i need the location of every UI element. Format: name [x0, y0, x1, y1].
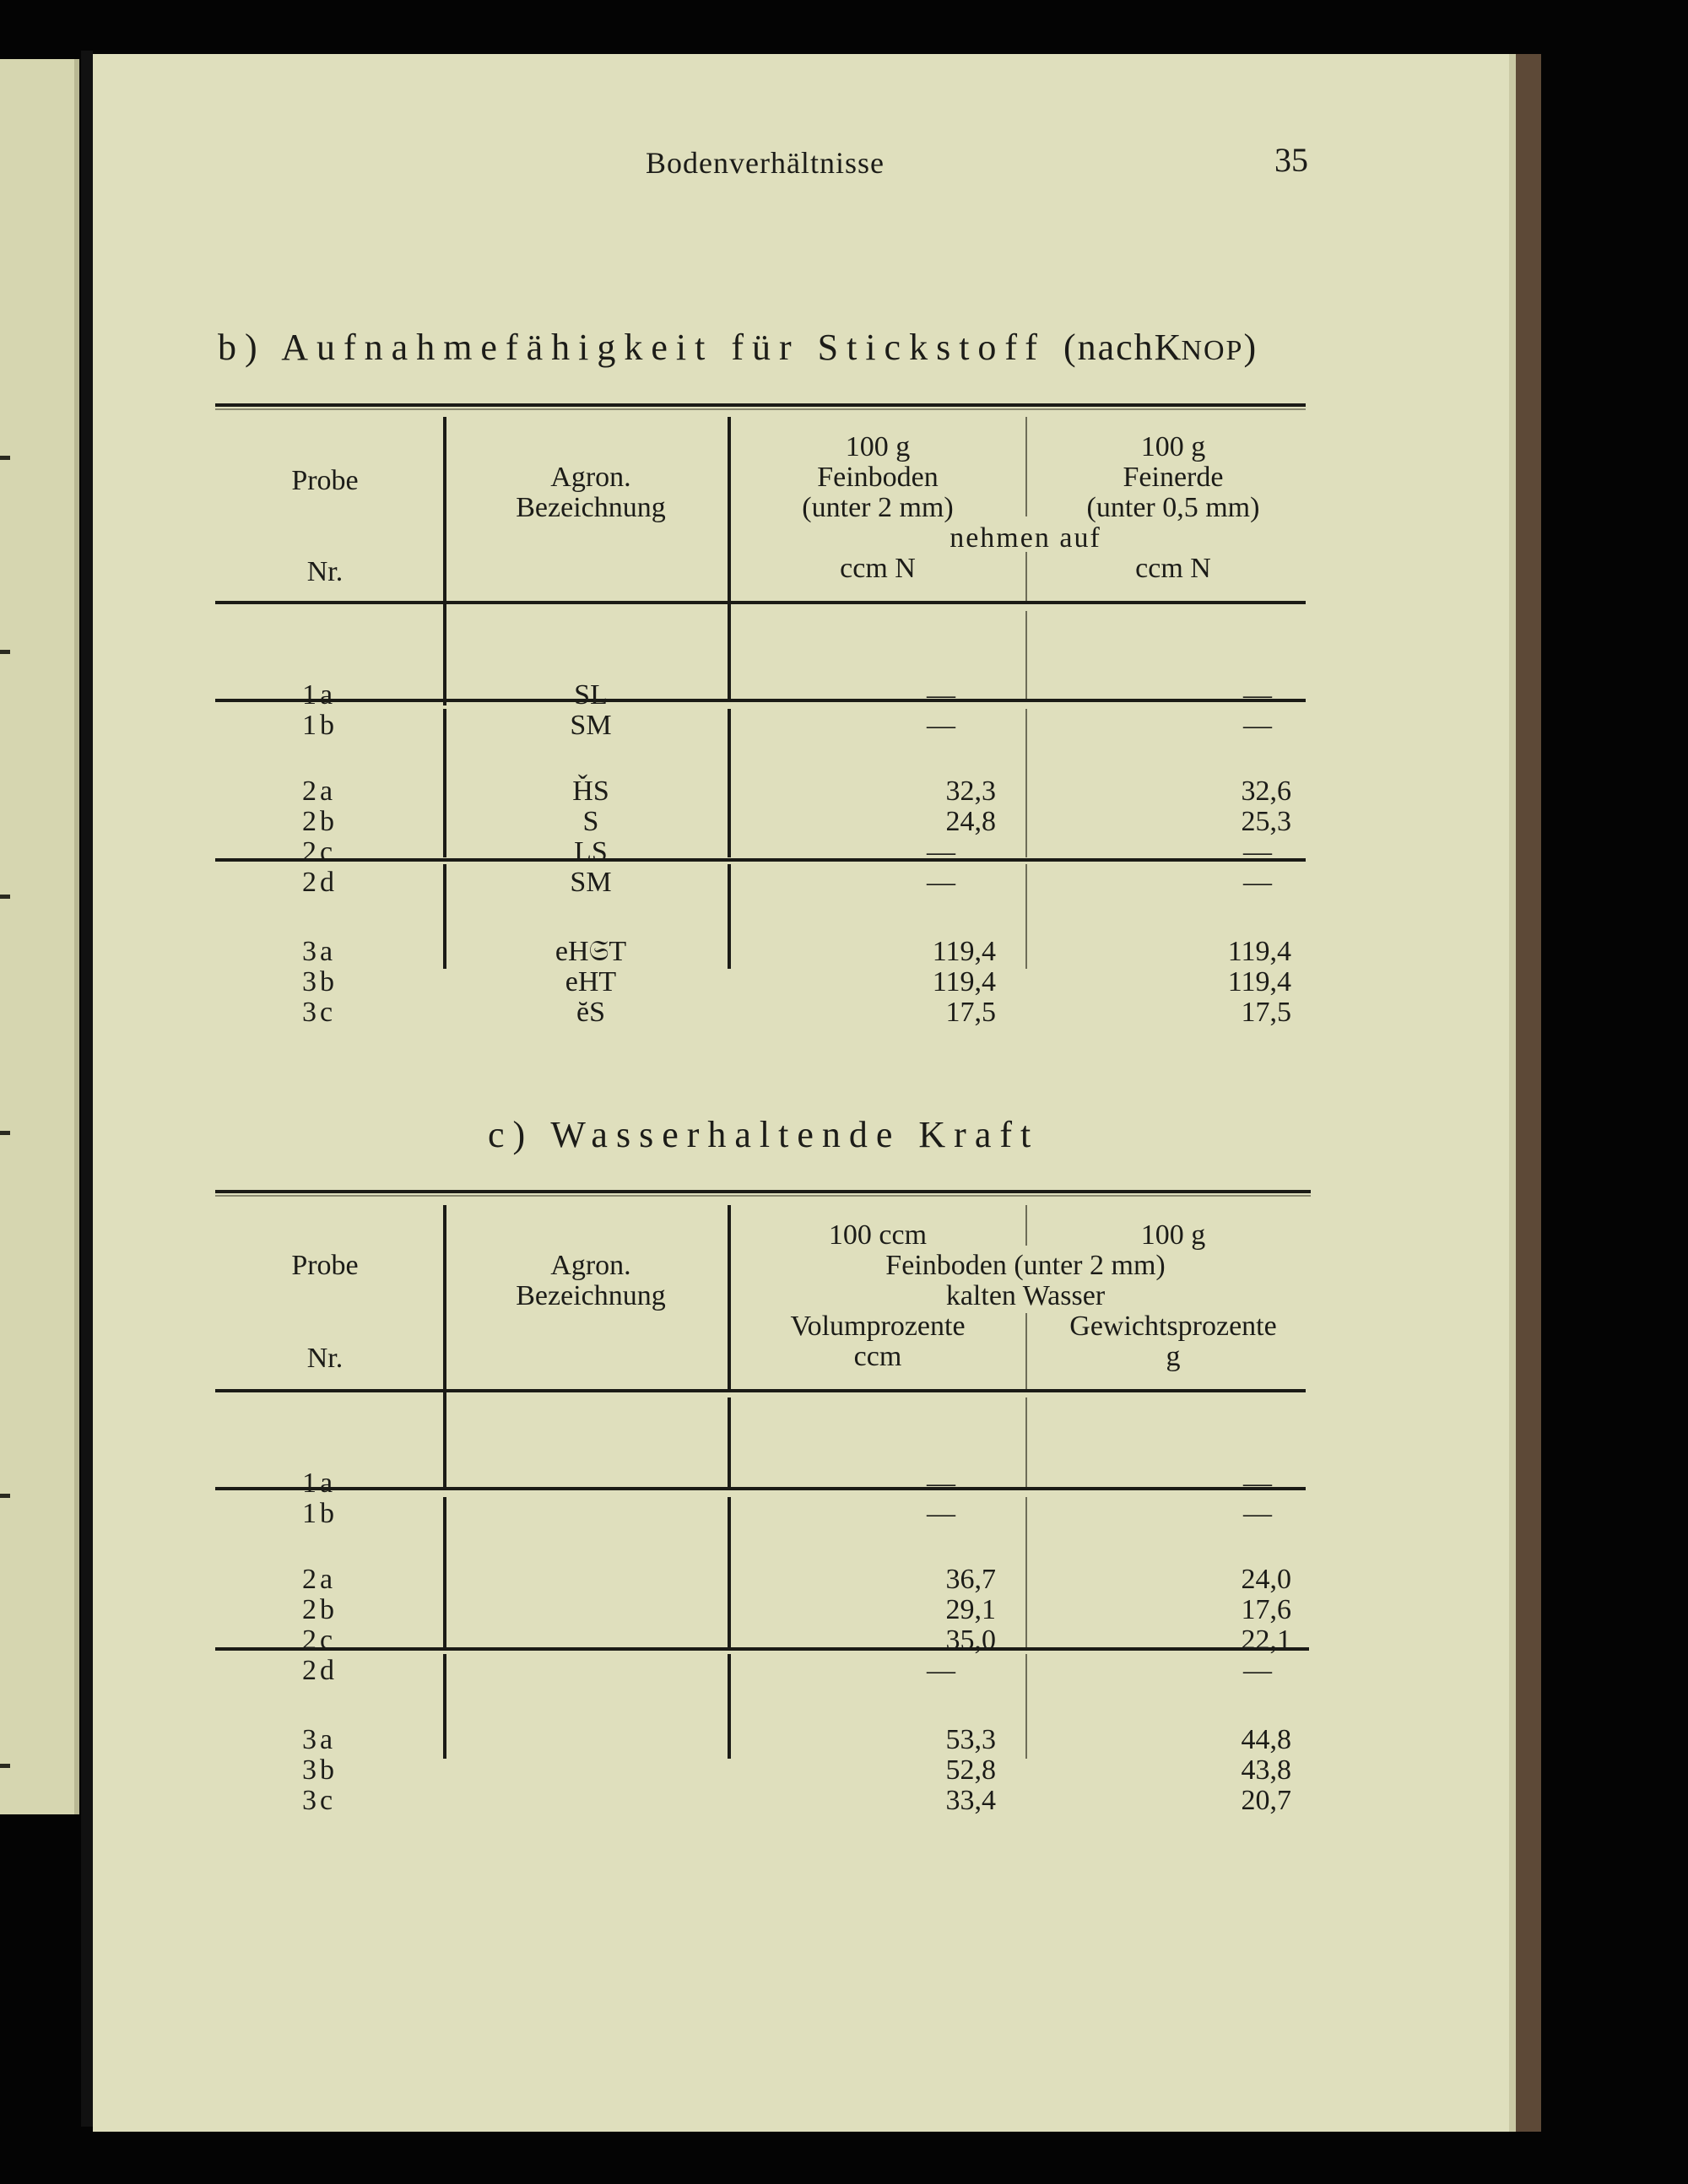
table-c-vline-thin — [1025, 1205, 1027, 1246]
table-b-feinerde: 32,6 — [1241, 776, 1291, 807]
table-b-agron: SM — [570, 867, 612, 898]
table-c-probe: 3b — [302, 1754, 338, 1786]
table-b-header-col4-name: Feinerde — [1123, 462, 1224, 493]
table-c-header-nr: Nr. — [306, 1343, 344, 1374]
table-b-header-bezeichnung: Bezeichnung — [516, 492, 666, 523]
table-c-probe: 3c — [302, 1785, 337, 1816]
table-c-header-volumprozente: Volumprozente — [790, 1311, 966, 1342]
table-b-top-rule-thin — [215, 408, 1306, 410]
table-c-gewicht: — — [1243, 1468, 1272, 1499]
table-b-feinboden: 119,4 — [932, 936, 996, 967]
table-c-top-rule-thin — [215, 1195, 1311, 1197]
table-c-gewicht: 17,6 — [1241, 1594, 1291, 1625]
table-c-vline — [728, 1205, 731, 1389]
table-b-probe: 1b — [302, 710, 338, 741]
table-b-agron: SL — [574, 679, 608, 711]
facing-page-mark — [0, 1131, 10, 1135]
table-b-header-rule — [215, 601, 1306, 604]
table-c-vline — [443, 1205, 446, 1490]
table-c-header-rule — [215, 1389, 1306, 1392]
table-c-header-gewichtsprozente: Gewichtsprozente — [1069, 1311, 1277, 1342]
table-b-agron: S — [582, 806, 599, 837]
table-b-feinboden: — — [927, 867, 955, 898]
table-b-probe: 2b — [302, 806, 338, 837]
table-b-vline — [728, 864, 731, 969]
page-number: 35 — [1274, 141, 1308, 179]
table-c-header-col4-amount: 100 g — [1140, 1219, 1206, 1251]
table-c-header-col3-unit: ccm — [853, 1341, 902, 1372]
table-b-header-col3-amount: 100 g — [845, 431, 911, 462]
table-b-header-col3-size: (unter 2 mm) — [802, 492, 954, 523]
table-b-feinerde: — — [1243, 836, 1272, 868]
table-c-volum: 53,3 — [945, 1724, 996, 1755]
table-c-volum: 35,0 — [945, 1624, 996, 1656]
table-b-top-rule — [215, 403, 1306, 407]
section-c-main: Wasserhaltende Kraft — [550, 1114, 1040, 1155]
table-c-probe: 2a — [302, 1564, 337, 1595]
table-b-vline-thin — [1025, 864, 1027, 969]
table-b-vline-thin — [1025, 417, 1027, 516]
table-b-header-col3-unit: ccm N — [840, 553, 916, 584]
table-c-vline — [728, 1497, 731, 1647]
table-c-header-probe: Probe — [291, 1250, 359, 1281]
table-c-vline-thin — [1025, 1497, 1027, 1647]
section-b-prefix: b) — [218, 327, 266, 368]
section-b-author-rest: NOP — [1181, 335, 1244, 366]
table-c-vline — [728, 1397, 731, 1487]
table-b-probe: 3c — [302, 997, 337, 1028]
table-c-group-rule — [215, 1647, 1309, 1651]
table-c-group-rule — [215, 1487, 1306, 1490]
table-b-probe: 2a — [302, 776, 337, 807]
table-b-agron: SM — [570, 710, 612, 741]
table-c-gewicht: 22,1 — [1241, 1624, 1291, 1656]
section-b-title — [218, 326, 1264, 369]
table-b-feinboden: — — [927, 710, 955, 741]
table-b-group-rule — [215, 699, 1306, 702]
table-b-vline — [728, 709, 731, 857]
table-b-agron: LS — [574, 836, 608, 868]
table-c-header-agron: Agron. — [550, 1250, 631, 1281]
table-b-feinerde: 119,4 — [1227, 936, 1291, 967]
table-c-probe: 3a — [302, 1724, 337, 1755]
table-b-vline — [443, 417, 446, 705]
table-b-vline — [443, 864, 446, 969]
table-c-probe: 2b — [302, 1594, 338, 1625]
table-c-gewicht: 44,8 — [1241, 1724, 1291, 1755]
table-c-volum: 52,8 — [945, 1754, 996, 1786]
table-b-vline — [443, 709, 446, 857]
table-c-vline — [443, 1497, 446, 1647]
table-b-probe: 1a — [302, 679, 337, 711]
table-b-agron: eH𝔖T — [555, 936, 627, 967]
table-b-feinerde: — — [1243, 867, 1272, 898]
table-c-probe: 2c — [302, 1624, 337, 1656]
table-c-vline — [443, 1654, 446, 1759]
running-title: Bodenverhältnisse — [646, 146, 885, 180]
table-b-feinboden: 24,8 — [945, 806, 996, 837]
table-b-feinboden: 17,5 — [945, 997, 996, 1028]
table-c-header-span-material: Feinboden (unter 2 mm) — [885, 1250, 1166, 1281]
table-c-header-span-water: kalten Wasser — [945, 1280, 1106, 1311]
table-c-vline-thin — [1025, 1313, 1027, 1389]
table-c-gewicht: 24,0 — [1241, 1564, 1291, 1595]
table-b-feinboden: — — [927, 836, 955, 868]
table-c-volum: — — [927, 1498, 955, 1529]
section-b-author-initial: K — [1154, 327, 1182, 368]
table-b-feinerde: 119,4 — [1227, 966, 1291, 997]
table-b-header-agron: Agron. — [550, 462, 631, 493]
table-c-probe: 1b — [302, 1498, 338, 1529]
section-b-main: Aufnahmefähigkeit für Stickstoff — [281, 327, 1046, 368]
facing-page-edge — [0, 59, 79, 1814]
table-c-gewicht: 20,7 — [1241, 1785, 1291, 1816]
book-page — [93, 54, 1541, 2132]
table-b-header-col3-name: Feinboden — [817, 462, 939, 493]
section-c-prefix: c) — [488, 1114, 534, 1155]
table-c-gewicht: — — [1243, 1655, 1272, 1686]
book-spine — [81, 51, 93, 2127]
table-b-vline-thin — [1025, 709, 1027, 857]
table-c-volum: — — [927, 1655, 955, 1686]
table-c-header-bezeichnung: Bezeichnung — [516, 1280, 666, 1311]
table-b-group-rule — [215, 858, 1306, 862]
table-b-feinboden: 119,4 — [932, 966, 996, 997]
table-b-header-probe: Probe — [291, 465, 359, 496]
table-c-top-rule — [215, 1190, 1311, 1193]
table-b-header-col4-size: (unter 0,5 mm) — [1086, 492, 1260, 523]
facing-page-mark — [0, 456, 10, 460]
section-c-title — [488, 1113, 1039, 1156]
table-b-agron: eHT — [565, 966, 617, 997]
table-c-gewicht: — — [1243, 1498, 1272, 1529]
table-c-header-col3-amount: 100 ccm — [828, 1219, 928, 1251]
table-b-vline-thin — [1025, 552, 1027, 601]
table-b-probe: 2c — [302, 836, 337, 868]
table-c-probe: 1a — [302, 1468, 337, 1499]
table-c-vline-thin — [1025, 1654, 1027, 1759]
table-b-feinboden: 32,3 — [945, 776, 996, 807]
table-b-agron: ȞS — [572, 776, 609, 807]
table-b-probe: 3b — [302, 966, 338, 997]
table-b-vline — [728, 417, 731, 699]
table-b-feinerde: — — [1243, 679, 1272, 711]
table-c-header-col4-unit: g — [1166, 1341, 1181, 1372]
table-b-feinerde: — — [1243, 710, 1272, 741]
table-c-volum: 36,7 — [945, 1564, 996, 1595]
table-c-vline-thin — [1025, 1397, 1027, 1487]
facing-page-mark — [0, 1764, 10, 1768]
table-b-vline-thin — [1025, 611, 1027, 699]
table-b-probe: 3a — [302, 936, 337, 967]
table-c-probe: 2d — [302, 1655, 338, 1686]
table-b-feinerde: 25,3 — [1241, 806, 1291, 837]
table-c-volum: — — [927, 1468, 955, 1499]
table-b-feinerde: 17,5 — [1241, 997, 1291, 1028]
table-b-feinboden: — — [927, 679, 955, 711]
table-b-header-col4-unit: ccm N — [1135, 553, 1211, 584]
facing-page-mark — [0, 1494, 10, 1498]
table-c-volum: 29,1 — [945, 1594, 996, 1625]
section-b-nach: (nach — [1063, 327, 1155, 368]
table-b-header-col4-amount: 100 g — [1140, 431, 1206, 462]
facing-page-mark — [0, 650, 10, 654]
table-c-vline — [728, 1654, 731, 1759]
table-b-probe: 2d — [302, 867, 338, 898]
table-c-volum: 33,4 — [945, 1785, 996, 1816]
facing-page-mark — [0, 895, 10, 899]
section-b-paren-close: ) — [1243, 327, 1265, 368]
table-b-header-span: nehmen auf — [950, 522, 1101, 554]
table-b-agron: ĕS — [576, 997, 605, 1028]
table-c-gewicht: 43,8 — [1241, 1754, 1291, 1786]
table-b-header-nr: Nr. — [306, 556, 344, 587]
